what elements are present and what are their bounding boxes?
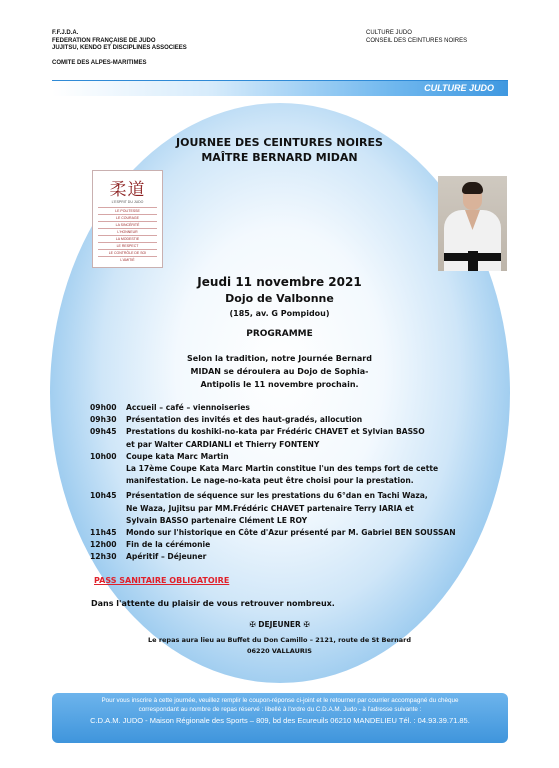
program-text: Sylvain BASSO partenaire Clément LE ROY: [126, 515, 308, 525]
program-text: manifestation. Le nage-no-kata peut être choisi pour la prestation.: [126, 476, 414, 486]
program-time: 09h30: [90, 415, 117, 425]
repas-line: Le repas aura lieu au Buffet du Don Camillo – 2121, route de St Bernard: [148, 636, 411, 644]
book-item: L'HONNEUR: [98, 228, 157, 235]
header-line: CONSEIL DES CEINTURES NOIRES: [366, 37, 468, 44]
program-text: La 17ème Coupe Kata Marc Martin constitue l'un des temps fort de cette: [126, 464, 439, 474]
header-line: CULTURE JUDO: [366, 30, 412, 36]
program-text: Accueil – café – viennoiseries: [126, 403, 250, 412]
page-title: JOURNEE DES CEINTURES NOIRES: [176, 136, 383, 149]
program-text: Apéritif – Déjeuner: [126, 552, 207, 562]
book-item: L'AMITIÉ: [98, 256, 157, 263]
book-item: LE COURAGE: [98, 214, 157, 221]
book-item: LA SINCÉRITÉ: [98, 221, 157, 228]
program-time: 10h45: [90, 491, 117, 501]
program-text: Ne Waza, Jujitsu par MM.Frédéric CHAVET partenaire Terry IARIA et: [126, 503, 414, 513]
program-text: et par Walter CARDIANLI et Thierry FONTENY: [126, 439, 320, 449]
program-heading: PROGRAMME: [246, 329, 313, 339]
judo-book-image: [92, 170, 163, 268]
judo-kanji: 柔道: [109, 180, 146, 199]
closing-text: Dans l'attente du plaisir de vous retrouver nombreux.: [91, 599, 335, 608]
page-subtitle: MAÎTRE BERNARD MIDAN: [201, 151, 358, 164]
event-place: Dojo de Valbonne: [225, 292, 334, 305]
hair-shape: [462, 182, 483, 194]
intro-line: MIDAN se déroulera au Dojo de Sophia-: [190, 367, 369, 376]
book-subtitle: L'ESPRIT DU JUDO: [111, 200, 144, 204]
intro-line: Antipolis le 11 novembre prochain.: [200, 380, 359, 389]
footer-line: correspondant au nombre de repas réservé : libellé à l'ordre du C.D.A.M. Judo - à l'adresse suivante :: [138, 705, 422, 713]
repas-info: [0, 635, 559, 657]
registration-footer: [52, 693, 508, 743]
intro-line: Selon la tradition, notre Journée Bernard: [187, 354, 372, 363]
dejeuner-label: DEJEUNER: [258, 620, 301, 629]
ornament-icon: ✠: [249, 620, 256, 629]
belt-knot: [468, 251, 478, 271]
footer-address: C.D.A.M. JUDO - Maison Régionale des Sports – 809, bd des Ecureuils 06210 MANDELIEU Tél. : 04.93.39.71.85.: [90, 716, 470, 725]
portrait-photo: [438, 176, 507, 271]
program-row: [90, 539, 510, 551]
program-text: Mondo sur l'historique en Côte d'Azur présenté par M. Gabriel BEN SOUSSAN: [126, 528, 456, 538]
program-row: [90, 551, 510, 563]
program-text: Fin de la cérémonie: [126, 540, 211, 550]
program-text: Prestations du koshiki-no-kata par Frédéric CHAVET et Sylvian BASSO: [126, 427, 425, 437]
committee-line: COMITE DES ALPES-MARITIMES: [52, 59, 147, 66]
book-item: LA MODESTIE: [98, 235, 157, 242]
culture-banner: [52, 80, 508, 96]
program-text: Présentation de séquence sur les prestations du 6°dan en Tachi Waza,: [126, 491, 428, 501]
program-row: [90, 527, 510, 539]
program-time: 12h30: [90, 552, 117, 562]
program-list: [90, 402, 510, 564]
book-item: LE CONTRÔLE DE SOI: [98, 249, 157, 256]
program-row: [90, 414, 510, 426]
program-time: 09h00: [90, 403, 117, 412]
footer-line: Pour vous inscrire à cette journée, veuillez remplir le coupon-réponse ci-joint et le retourner par courrier accompagné du chèque: [101, 697, 459, 704]
program-row: [90, 451, 510, 488]
program-time: 10h00: [90, 451, 117, 461]
header-line: FEDERATION FRANÇAISE DE JUDO: [52, 37, 156, 44]
pass-sanitaire-notice: PASS SANITAIRE OBLIGATOIRE: [94, 576, 230, 585]
ornament-icon: ✠: [303, 620, 310, 629]
program-time: 12h00: [90, 540, 117, 550]
culture-header: [366, 30, 467, 45]
program-time: 11h45: [90, 528, 117, 538]
program-time: 09h45: [90, 427, 117, 437]
event-date: Jeudi 11 novembre 2021: [197, 275, 362, 289]
event-address: (185, av. G Pompidou): [229, 309, 330, 318]
intro-text: [0, 352, 559, 391]
header-line: JUJITSU, KENDO ET DISCIPLINES ASSOCIEES: [52, 45, 187, 51]
program-text: Présentation des invités et des haut-gradés, allocution: [126, 415, 363, 425]
header-line: F.F.J.D.A.: [52, 30, 79, 36]
program-row: [90, 490, 510, 527]
book-item: LE POLITESSE: [98, 207, 157, 214]
book-item: LE RESPECT: [98, 242, 157, 249]
program-row: [90, 402, 510, 414]
repas-line: 06220 VALLAURIS: [247, 647, 312, 655]
dejeuner-heading: [0, 620, 559, 629]
banner-label: CULTURE JUDO: [424, 83, 494, 93]
federation-header: [52, 30, 187, 67]
program-text: Coupe kata Marc Martin: [126, 451, 229, 461]
program-row: [90, 426, 510, 450]
